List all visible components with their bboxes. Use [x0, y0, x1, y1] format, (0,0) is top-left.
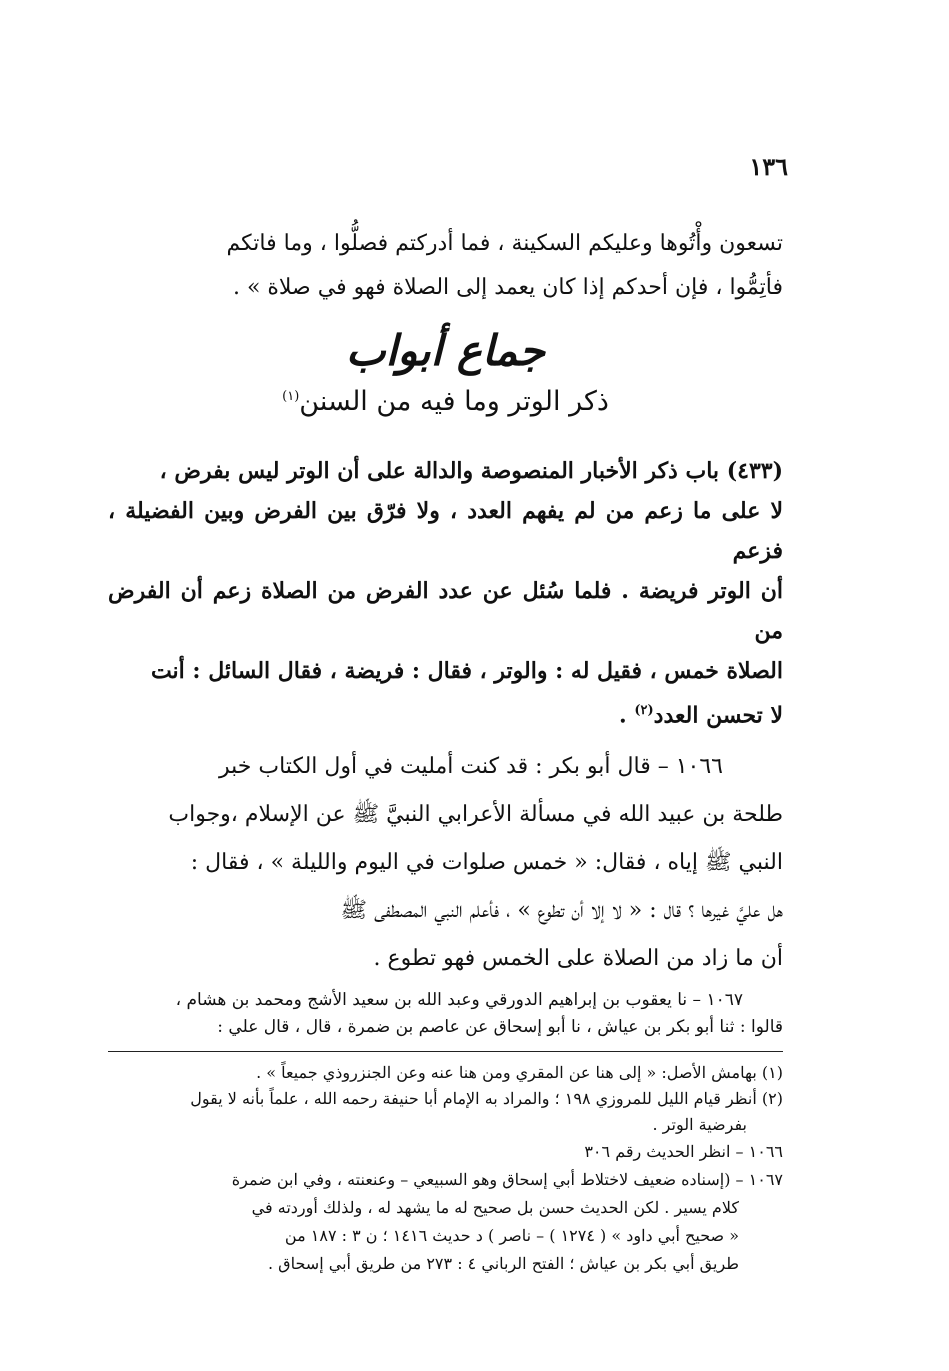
chapter-line: لا على ما زعم من لم يفهم العدد ، ولا فرّق بين الفرض وبين الفضيلة ، فزعم — [108, 498, 783, 564]
heading-main: جماع أبواب — [346, 326, 545, 375]
opening-text — [108, 222, 783, 310]
heading-sub-text: ذكر الوتر وما فيه من السنن — [299, 386, 609, 417]
chapter-line — [108, 691, 783, 735]
reference-line: كلام يسير . لكن الحديث حسن بل صحيح له ما يشهد له ، ولذلك أوردته في — [251, 1198, 739, 1218]
footnote-number: (١) — [761, 1063, 783, 1083]
chapter-line: أن الوتر فريضة . فلما سُئل عن عدد الفرض من الصلاة زعم أن الفرض من — [108, 578, 783, 644]
chapter-line: الصلاة خمس ، فقيل له : والوتر ، فقال : فريضة ، فقال السائل : أنت — [150, 658, 783, 684]
footnote-item — [108, 1060, 783, 1086]
chapter-line-end: . — [619, 702, 635, 729]
reference-line: طريق أبي بكر بن عياش ؛ الفتح الرباني ٤ : ٢٧٣ من طريق أبي إسحاق . — [268, 1254, 739, 1274]
hadith-1066 — [108, 743, 783, 983]
chapter-title — [108, 451, 783, 735]
footnote-ref: (٢) — [634, 703, 654, 718]
hadith-line: أن ما زاد من الصلاة على الخمس فهو تطوع . — [373, 946, 783, 972]
footnote-text: بهامش الأصل: « إلى هنا عن المقري ومن هنا عنه وعن الجنزروذي جميعاً » . — [256, 1063, 757, 1083]
footnote-text: أنظر قيام الليل للمروزي ١٩٨ ؛ والمراد به الإمام أبا حنيفة رحمه الله ، علماً بأنه لا يقول — [190, 1089, 757, 1109]
footnote-divider — [108, 1051, 783, 1052]
footnote-ref: (١) — [282, 389, 300, 404]
hadith-line: طلحة بن عبيد الله في مسألة الأعرابي النبيَّ ﷺ عن الإسلام ،وجواب — [168, 802, 783, 828]
footnote-item — [108, 1086, 783, 1112]
footnote-number: (٢) — [761, 1089, 783, 1109]
reference-line: ١٠٦٦ – انظر الحديث رقم ٣٠٦ — [584, 1142, 783, 1162]
footnotes — [108, 1060, 783, 1138]
hadith-line: ١٠٦٦ – قال أبو بكر : قد كنت أمليت في أول الكتاب خبر — [219, 754, 723, 780]
page-body — [108, 150, 783, 1278]
chapter-line-text: لا تحسن العدد — [653, 702, 783, 729]
isnad-line: قالوا : ثنا أبو بكر بن عياش ، نا أبو إسحاق عن عاصم بن ضمرة ، قال ، قال علي : — [217, 1017, 783, 1038]
opening-line: تسعون وأْتُوها وعليكم السكينة ، فما أدركتم فصلُّوا ، وما فاتكم — [226, 231, 783, 256]
opening-line: فأتِمُّوا ، فإن أحدكم إذا كان يعمد إلى الصلاة فهو في صلاة » . — [232, 275, 783, 300]
isnad-line: ١٠٦٧ – نا يعقوب بن إبراهيم الدورقي وعبد الله بن سعيد الأشج ومحمد بن هشام ، — [175, 990, 743, 1011]
page-number: ١٣٦ — [749, 152, 788, 181]
hadith-line: هل عليَّ غيرها ؟ قال : « لا إلا أن تطوع » ، فأعلم النبي المصطفى ﷺ — [340, 898, 783, 924]
hadith-line: النبي ﷺ إياه ، فقال: « خمس صلوات في اليوم والليلة » ، فقال : — [190, 850, 783, 876]
section-heading — [108, 324, 783, 421]
reference-line: ١٠٦٧ – (إسناده ضعيف لاختلاط أبي إسحاق وهو السبيعي – وعنعنته ، وفي ابن ضمرة — [231, 1170, 783, 1190]
heading-sub — [108, 378, 783, 421]
reference-line: « صحيح أبي داود » ( ١٢٧٤ ) – ناصر ) د حديث ١٤١٦ ؛ ن ٣ : ١٨٧ من — [284, 1226, 739, 1246]
hadith-1067 — [108, 987, 783, 1041]
references — [108, 1138, 783, 1278]
chapter-line: (٤٣٣) باب ذكر الأخبار المنصوصة والدالة على أن الوتر ليس بفرض ، — [159, 458, 783, 484]
footnote-continuation: بفرضية الوتر . — [652, 1115, 747, 1135]
